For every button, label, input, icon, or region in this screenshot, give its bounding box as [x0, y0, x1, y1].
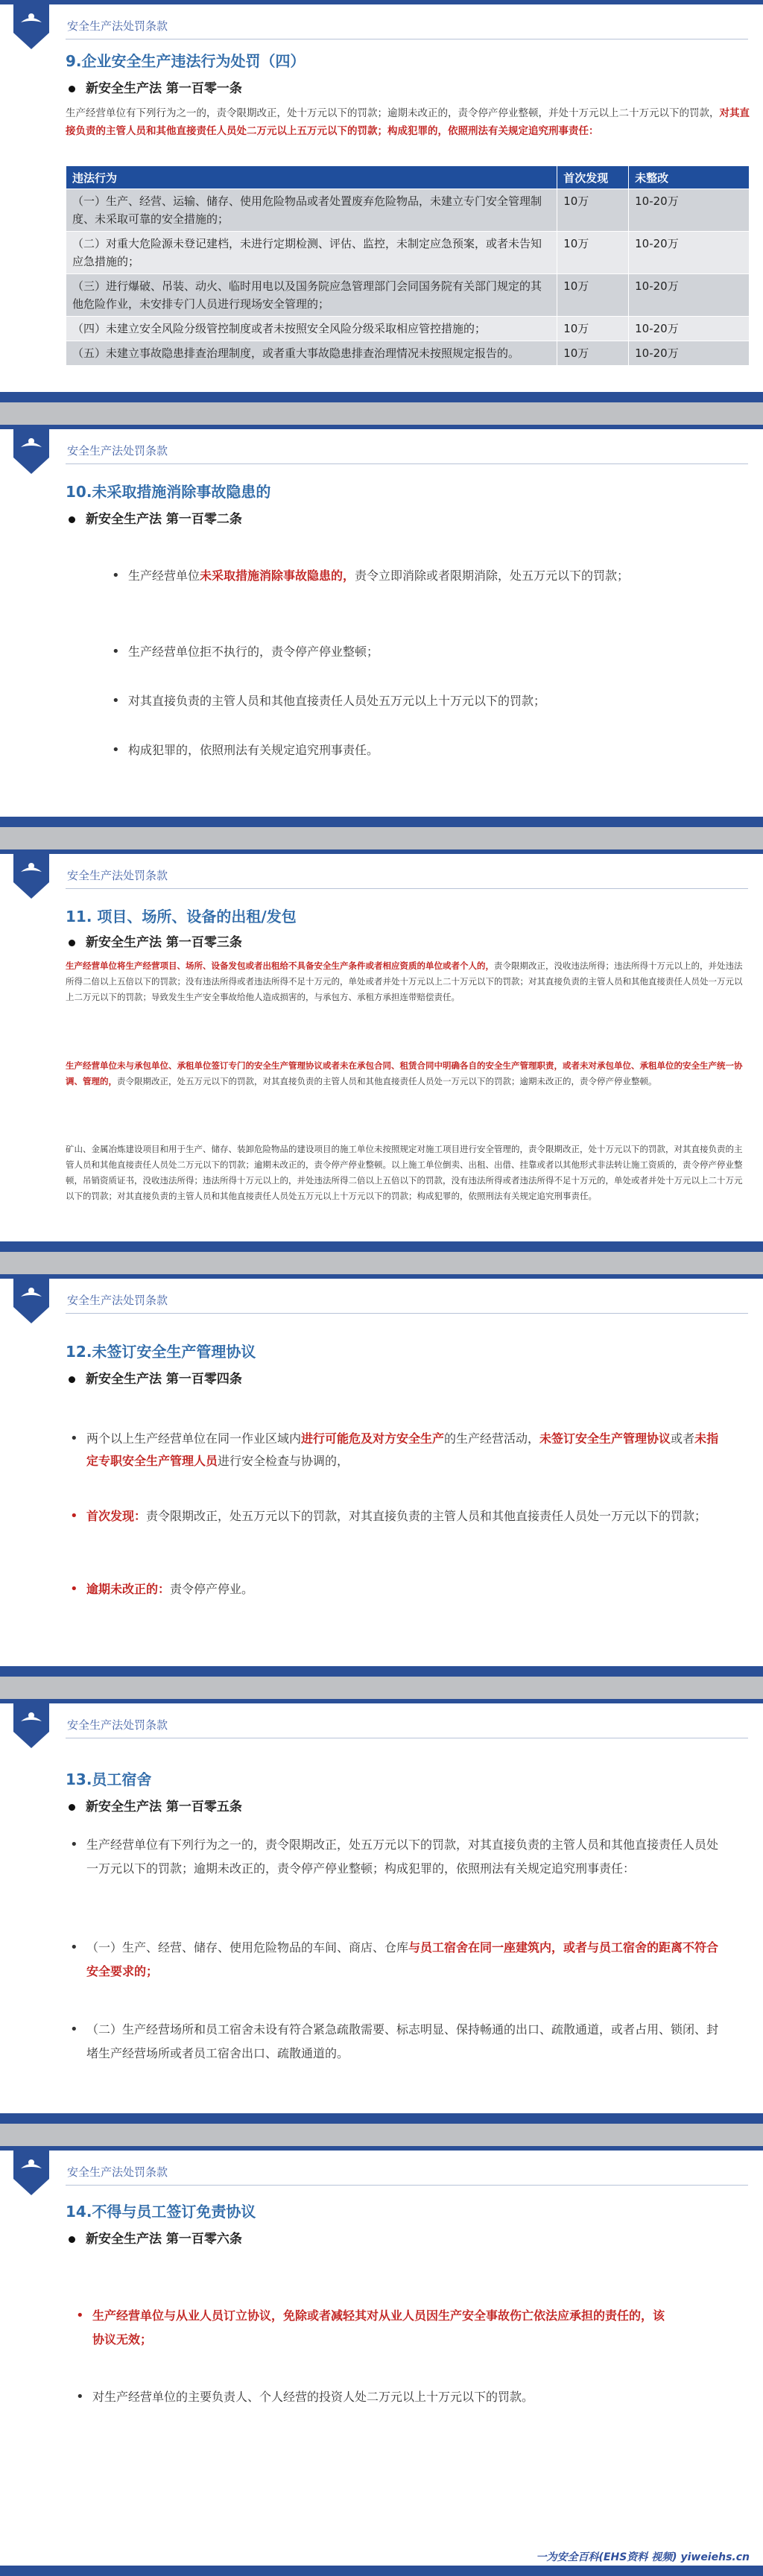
header-divider [66, 2185, 748, 2186]
table-row: （二）对重大危险源未登记建档，未进行定期检测、评估、监控，未制定应急预案，或者未告知应急措施的； 10万 10-20万 [66, 232, 750, 274]
top-band [0, 2146, 763, 2151]
table-header-row [66, 166, 750, 189]
paragraph: 矿山、金属冶炼建设项目和用于生产、储存、装卸危险物品的建设项目的施工单位未按照规定对施工项目进行安全管理的，责令限期改正，处十万元以下的罚款，对其直接负责的主管人员和其他直接责任人员处二万元以下的罚款；逾期未改正的，责令停产停业整顿。以上施工单位倒卖、出租、出借、挂靠或者以其他形式非法转让施工资质的，责令停产停业整顿，吊销资质证书，没收违法所得；违法所得十万元以上的，并处违法所得二倍以上五倍以下的罚款，没有违法所得或者违法所得不足十万元的，单处或者并处十万元以上二十万元以下的罚款；对其直接负责的主管人员和其他直接责任人员处五万元以上十万元以下的罚款；构成犯罪的，依照刑法有关规定追究刑事责任。 [66, 1144, 743, 1201]
bullet-icon: • [112, 568, 120, 583]
shield-logo-icon [13, 1699, 49, 1748]
bullet-dot-icon [69, 86, 75, 92]
slide-10 [0, 425, 763, 827]
bullet-dot-icon [69, 516, 75, 523]
top-band [0, 0, 763, 4]
slide-14 [0, 2146, 763, 2576]
law-reference: 新安全生产法 第一百零六条 [69, 2228, 242, 2247]
slide-header: 安全生产法处罚条款 [67, 2165, 168, 2179]
bullet-icon: • [70, 1508, 78, 1524]
slide-header: 安全生产法处罚条款 [67, 1718, 168, 1732]
violation-table [66, 165, 750, 366]
shield-logo-icon [13, 0, 49, 49]
law-reference: 新安全生产法 第一百零三条 [69, 931, 242, 950]
shield-logo-icon [13, 849, 49, 899]
list-item: • （二）生产经营场所和员工宿舍未设有符合紧急疏散需要、标志明显、保持畅通的出口、疏散通道，或者占用、锁闭、封堵生产经营场所或者员工宿舍出口、疏散通道的。 [86, 2018, 727, 2066]
slide-header: 安全生产法处罚条款 [67, 19, 168, 33]
slide-9 [0, 0, 763, 402]
slide-12 [0, 1274, 763, 1677]
header-divider [66, 463, 748, 464]
slide-separator [0, 402, 763, 425]
top-band [0, 849, 763, 854]
bullet-icon: • [70, 1581, 78, 1597]
shield-logo-icon [13, 1274, 49, 1323]
law-reference: 新安全生产法 第一百零一条 [69, 77, 242, 96]
slide-title: 10.未采取措施消除事故隐患的 [66, 483, 271, 501]
list-item: • 逾期未改正的：责令停产停业。 [86, 1578, 727, 1601]
list-item: • 两个以上生产经营单位在同一作业区域内进行可能危及对方安全生产的生产经营活动，未签订安全生产管理协议或者未指定专职安全生产管理人员进行安全检查与协调的， [86, 1428, 727, 1472]
slide-separator [0, 1677, 763, 1699]
bullet-icon: • [76, 2308, 84, 2323]
col-header-unrectified: 未整改 [629, 166, 750, 189]
list-item: • 对生产经营单位的主要负责人、个人经营的投资人处二万元以上十万元以下的罚款。 [92, 2386, 733, 2408]
slide-header: 安全生产法处罚条款 [67, 1294, 168, 1307]
col-header-violation: 违法行为 [66, 166, 557, 189]
slide-title: 14.不得与员工签订免责协议 [66, 2203, 256, 2221]
slide-header: 安全生产法处罚条款 [67, 444, 168, 458]
shield-logo-icon [13, 425, 49, 474]
slide-13 [0, 1699, 763, 2124]
list-item: • 生产经营单位与从业人员订立协议，免除或者减轻其对从业人员因生产安全事故伤亡依法应承担的责任的，该协议无效； [92, 2304, 674, 2352]
slide-separator [0, 827, 763, 849]
table-row: （一）生产、经营、运输、储存、使用危险物品或者处置废弃危险物品，未建立专门安全管理制度、未采取可靠的安全措施的； 10万 10-20万 [66, 189, 750, 232]
bottom-band [0, 392, 763, 402]
bullet-icon: • [76, 2389, 84, 2405]
list-item: • 首次发现：责令限期改正，处五万元以下的罚款，对其直接负责的主管人员和其他直接责任人员处一万元以下的罚款； [86, 1505, 727, 1528]
bullet-icon: • [112, 693, 120, 709]
bullet-dot-icon [69, 2236, 75, 2243]
table-row: （四）未建立安全风险分级管控制度或者未按照安全风险分级采取相应管控措施的； 10万 10-20万 [66, 317, 750, 341]
bullet-icon: • [70, 1431, 78, 1446]
top-band [0, 1274, 763, 1279]
bullet-icon: • [112, 644, 120, 659]
paragraph: 生产经营单位未与承包单位、承租单位签订专门的安全生产管理协议或者未在承包合同、租赁合同中明确各自的安全生产管理职责，或者未对承包单位、承租单位的安全生产统一协调、管理的，责令限期改正，处五万元以下的罚款，对其直接负责的主管人员和其他直接责任人员处一万元以下的罚款；逾期未改正的，责令停产停业整顿。 [66, 1060, 743, 1086]
table-row: （三）进行爆破、吊装、动火、临时用电以及国务院应急管理部门会同国务院有关部门规定的其他危险作业，未安排专门人员进行现场安全管理的； 10万 10-20万 [66, 274, 750, 317]
slide-title: 11. 项目、场所、设备的出租/发包 [66, 908, 297, 925]
bullet-dot-icon [69, 940, 75, 946]
list-item: • 构成犯罪的，依照刑法有关规定追究刑事责任。 [128, 739, 694, 762]
list-item: • 生产经营单位未采取措施消除事故隐患的，责令立即消除或者限期消除，处五万元以下的罚款； [128, 565, 650, 587]
slide-header: 安全生产法处罚条款 [67, 869, 168, 882]
bottom-band [0, 817, 763, 827]
paragraph: 生产经营单位将生产经营项目、场所、设备发包或者出租给不具备安全生产条件或者相应资质的单位或者个人的，责令限期改正，没收违法所得；违法所得十万元以上的，并处违法所得二倍以上五倍以下的罚款；没有违法所得或者违法所得不足十万元的，单处或者并处十万元以上二十万元以下的罚款；对其直接负责的主管人员和其他直接责任人员处一万元以上二万元以下的罚款；导致发生生产安全事故给他人造成损害的，与承包方、承租方承担连带赔偿责任。 [66, 961, 743, 1002]
bottom-band [0, 2566, 763, 2576]
slide-11 [0, 849, 763, 1252]
bullet-icon: • [70, 1837, 78, 1852]
shield-logo-icon [13, 2146, 49, 2195]
col-header-first: 首次发现 [557, 166, 629, 189]
law-reference: 新安全生产法 第一百零四条 [69, 1368, 242, 1387]
table-row: （五）未建立事故隐患排查治理制度，或者重大事故隐患排查治理情况未按照规定报告的。 10万 10-20万 [66, 341, 750, 366]
bullet-dot-icon [69, 1804, 75, 1811]
footer-brand[interactable]: 一为安全百科(EHS资料 视频) yiweiehs.cn [536, 2551, 750, 2563]
top-band [0, 425, 763, 429]
bottom-band [0, 1241, 763, 1252]
list-item: • 生产经营单位有下列行为之一的，责令限期改正，处五万元以下的罚款，对其直接负责的主管人员和其他直接责任人员处一万元以下的罚款；逾期未改正的，责令停产停业整顿；构成犯罪的，依照刑法有关规定追究刑事责任： [86, 1833, 727, 1881]
list-item: • 对其直接负责的主管人员和其他直接责任人员处五万元以上十万元以下的罚款； [128, 690, 724, 712]
bottom-band [0, 1666, 763, 1677]
bullet-icon: • [112, 742, 120, 758]
law-reference: 新安全生产法 第一百零五条 [69, 1796, 242, 1814]
header-divider [66, 1313, 748, 1314]
list-item: • 生产经营单位拒不执行的，责令停产停业整顿； [128, 641, 694, 663]
header-divider [66, 888, 748, 889]
intro-paragraph: 生产经营单位有下列行为之一的，责令限期改正，处十万元以下的罚款；逾期未改正的，责令停产停业整顿，并处十万元以上二十万元以下的罚款，对其直接负责的主管人员和其他直接责任人员处二万元以上五万元以下的罚款；构成犯罪的，依照刑法有关规定追究刑事责任： [66, 107, 750, 137]
slide-title: 13.员工宿舍 [66, 1770, 152, 1788]
slide-separator [0, 2124, 763, 2146]
bullet-icon: • [70, 2022, 78, 2037]
slide-title: 12.未签订安全生产管理协议 [66, 1343, 256, 1361]
bullet-icon: • [70, 1940, 78, 1955]
slide-title: 9.企业安全生产违法行为处罚（四） [66, 52, 305, 70]
top-band [0, 1699, 763, 1703]
slide-separator [0, 1252, 763, 1274]
bullet-dot-icon [69, 1376, 75, 1383]
law-reference: 新安全生产法 第一百零二条 [69, 508, 242, 527]
list-item: • （一）生产、经营、储存、使用危险物品的车间、商店、仓库与员工宿舍在同一座建筑内，或者与员工宿舍的距离不符合安全要求的； [86, 1936, 727, 1984]
bottom-band [0, 2113, 763, 2124]
